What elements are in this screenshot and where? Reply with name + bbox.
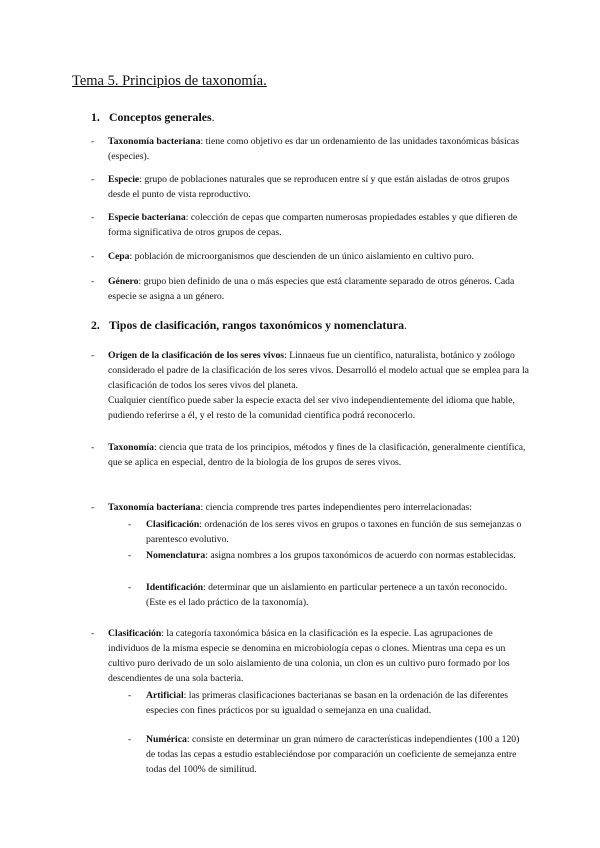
bullet-dash: - — [91, 251, 95, 262]
section-heading-1 — [91, 110, 215, 125]
section-title: Tipos de clasificación, rangos taxonómicos y nomenclatura — [109, 318, 405, 332]
bullet-dash: - — [128, 550, 132, 561]
item-text: : población de microorganismos que descienden de un único aislamiento en cultivo puro. — [129, 251, 474, 262]
bullet-dash: - — [128, 690, 132, 701]
subitem-term: Nomenclatura — [146, 550, 206, 561]
item-term: Cepa — [108, 251, 130, 262]
subitem-text: : asigna nombres a los grupos taxonómicos de acuerdo con normas establecidas. — [205, 550, 516, 561]
item-term: Especie bacteriana — [108, 212, 186, 223]
subitem-text: : ordenación de los seres vivos en grupos o taxones en función de sus semejanzas o parentesco evolutivo. — [146, 519, 522, 545]
subitem-text: : consiste en determinar un gran número de características independientes (100 a 120) de todas las cepas a estudio estableciéndose por comparación un coeficiente de semejanza entre todas del 100% de similitud. — [146, 734, 520, 775]
bullet-dash: - — [128, 519, 132, 530]
bullet-dash: - — [91, 276, 95, 287]
section-number: 2. — [91, 318, 100, 332]
item-term: Taxonomía — [108, 442, 154, 453]
subitem-text: : determinar que un aislamiento en particular pertenece a un taxón reconocido. (Este es el lado práctico de la taxonomía). — [146, 582, 507, 608]
item-term: Taxonomía bacteriana — [108, 502, 201, 513]
section-number: 1. — [91, 110, 100, 124]
item-text: : tiene como objetivo es dar un ordenamiento de las unidades taxonómicas básicas (especies). — [108, 136, 520, 162]
item-text: : colección de cepas que comparten numerosas propiedades estables y que difieren de forma significativa de otros grupos de cepas. — [108, 212, 518, 238]
item-text: : la categoría taxonómica básica en la clasificación es la especie. Las agrupaciones de individuos de la misma especie se denomina en microbiología cepas o clones. Mientras una cepa es un cultivo puro derivado de un solo aislamiento de una colonia, un clon es un cultivo puro formado por los descendientes de una sola bacteria. — [108, 628, 510, 684]
bullet-dash: - — [91, 502, 95, 513]
section-title: Conceptos generales — [109, 110, 212, 124]
item-term: Clasificación — [108, 628, 162, 639]
subitem-text: : las primeras clasificaciones bacterianas se basan en la ordenación de las diferentes especies con fines prácticos por su igualdad o semejanza en una cualidad. — [146, 690, 509, 716]
item-term: Especie — [108, 174, 140, 185]
item-term: Origen de la clasificación de los seres vivos — [108, 350, 285, 361]
subitem-term: Identificación — [146, 582, 204, 593]
item-text: : Linnaeus fue un científico, naturalista, botánico y zoólogo considerado el padre de la clasificación de los seres vivos. Desarrolló el modelo actual que se emplea para la clasificación de todos los seres vivos del planeta. — [108, 350, 529, 391]
bullet-dash: - — [91, 174, 95, 185]
item-term: Taxonomía bacteriana — [108, 136, 201, 147]
section-heading-2 — [91, 318, 407, 333]
item-text: : grupo de poblaciones naturales que se reproducen entre sí y que están aisladas de otros grupos desde el punto de vista reproductivo. — [108, 174, 510, 200]
section-punct: . — [211, 110, 215, 124]
bullet-dash: - — [128, 582, 132, 593]
item-term: Género — [108, 276, 139, 287]
item-text: : grupo bien definido de una o más especies que está claramente separado de otros géneros. Cada especie se asigna a un género. — [108, 276, 515, 302]
bullet-dash: - — [91, 136, 95, 147]
bullet-dash: - — [91, 628, 95, 639]
bullet-dash: - — [91, 442, 95, 453]
bullet-dash: - — [91, 212, 95, 223]
subitem-term: Numérica — [146, 734, 187, 745]
item-text: : ciencia comprende tres partes independientes pero interrelacionadas: — [200, 502, 472, 513]
subitem-term: Artificial — [146, 690, 184, 701]
section-punct: . — [404, 318, 407, 332]
bullet-dash: - — [128, 734, 132, 745]
item-extra-paragraph: Cualquier científico puede saber la especie exacta del ser vivo independientemente del idioma que hable, pudiendo referirse a él, y el resto de la comunidad científica podrá reconocerlo. — [108, 395, 515, 421]
document-title: Tema 5. Principios de taxonomía. — [72, 73, 267, 89]
bullet-dash: - — [91, 350, 95, 361]
subitem-term: Clasificación — [146, 519, 200, 530]
item-text: : ciencia que trata de los principios, métodos y fines de la clasificación, generalmente científica, que se aplica en especial, dentro de la biología de los grupos de seres vivos. — [108, 442, 526, 468]
